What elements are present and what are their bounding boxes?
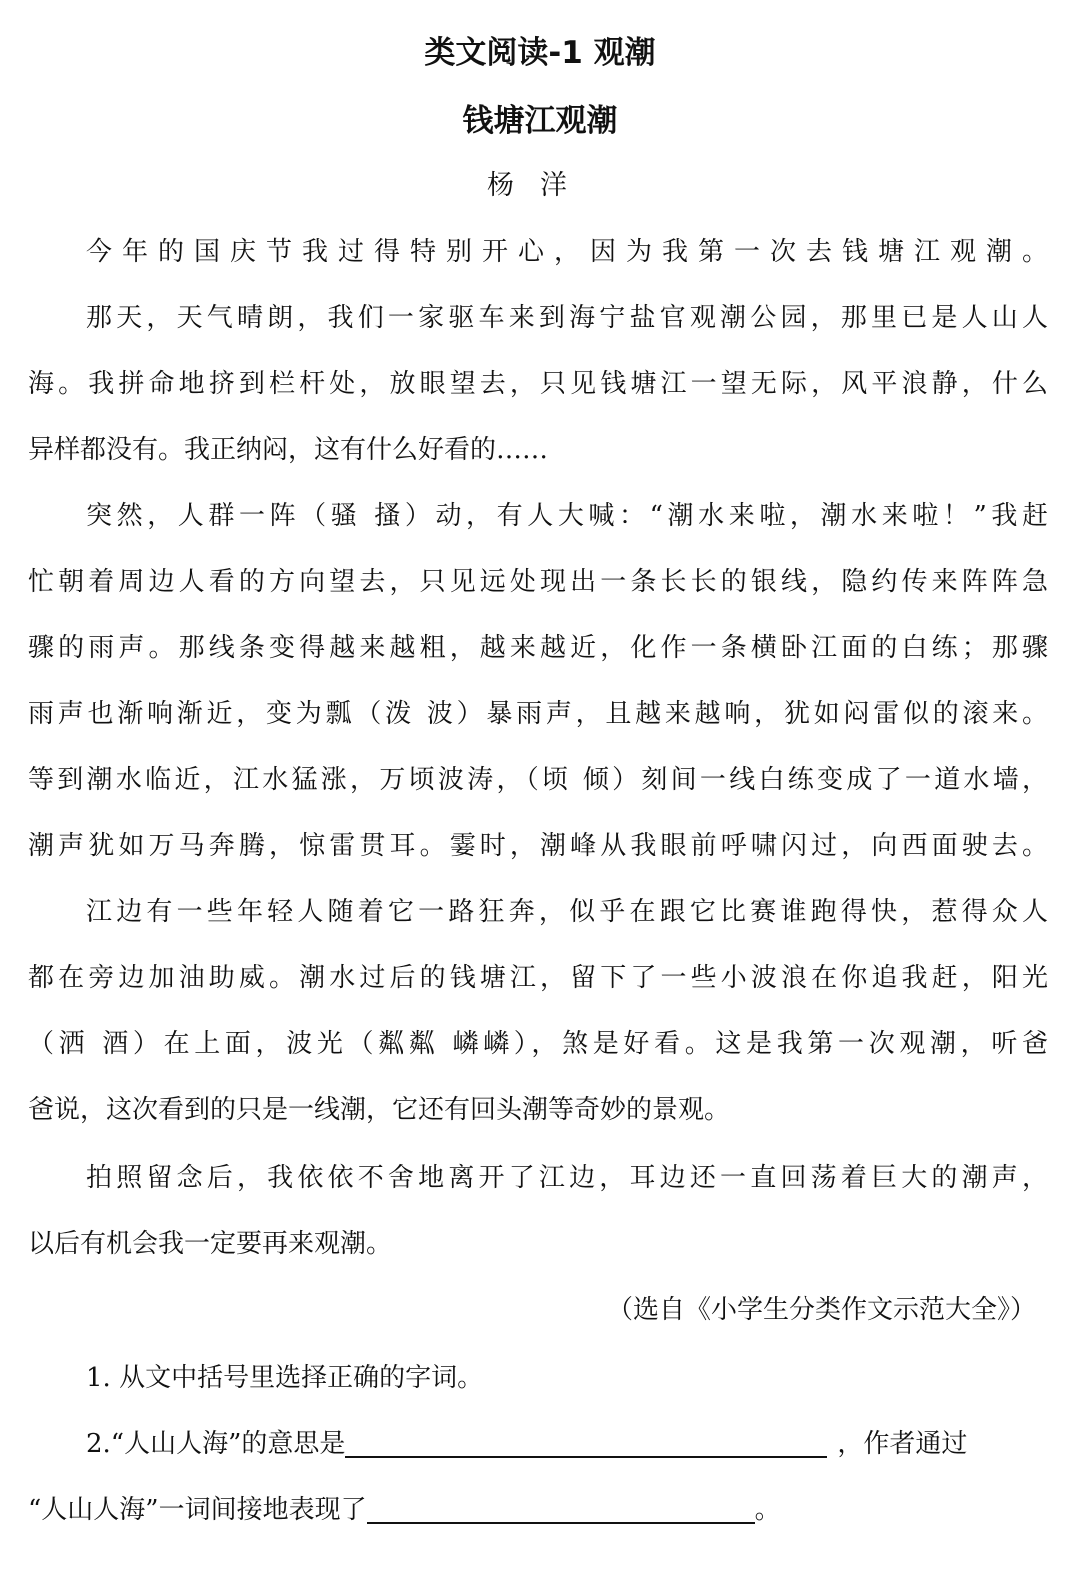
article-line: 拍照留念后，我依依不舍地离开了江边，耳边还一直回荡着巨大的潮声， [86, 1163, 1048, 1193]
article-line: 突然，人群一阵（骚 搔）动，有人大喊：“潮水来啦，潮水来啦！”我赶 [86, 501, 1048, 531]
answer-blank-1[interactable] [345, 1426, 827, 1458]
article-line: 潮声犹如万马奔腾，惊雷贯耳。霎时，潮峰从我眼前呼啸闪过，向西面驶去。 [28, 831, 1048, 861]
article-line: 雨声也渐响渐近，变为瓢（泼 波）暴雨声，且越来越响，犹如闷雷似的滚来。 [28, 699, 1049, 729]
article-line: 都在旁边加油助威。潮水过后的钱塘江，留下了一些小波浪在你追我赶，阳光 [28, 963, 1048, 993]
article-title: 钱塘江观潮 [462, 103, 618, 139]
question-2-text-b: ，作者通过 [837, 1429, 968, 1459]
question-2-line-2 [28, 1490, 1048, 1530]
article-line: 江边有一些年轻人随着它一路狂奔，似乎在跟它比赛谁跑得快，惹得众人 [86, 897, 1048, 927]
answer-blank-2[interactable] [367, 1492, 755, 1524]
question-2-text-d: 。 [754, 1495, 781, 1525]
article-line: 那天，天气晴朗，我们一家驱车来到海宁盐官观潮公园，那里已是人山人 [86, 303, 1048, 333]
worksheet-title: 类文阅读-1 观潮 [424, 35, 656, 71]
article-line: 海。我拼命地挤到栏杆处，放眼望去，只见钱塘江一望无际，风平浪静，什么 [28, 369, 1048, 399]
article-line: 今年的国庆节我过得特别开心，因为我第一次去钱塘江观潮。 [86, 237, 1048, 267]
article-line: 骤的雨声。那线条变得越来越粗，越来越近，化作一条横卧江面的白练；那骤 [28, 633, 1048, 663]
article-line: 异样都没有。我正纳闷，这有什么好看的…… [28, 435, 549, 465]
article-line: 以后有机会我一定要再来观潮。 [28, 1229, 393, 1259]
question-2-text-c: “人山人海”一词间接地表现了 [28, 1495, 367, 1525]
article-line: 爸说，这次看到的只是一线潮，它还有回头潮等奇妙的景观。 [28, 1095, 731, 1125]
question-2-text-a: 2.“人山人海”的意思是 [86, 1429, 346, 1459]
article-source: （选自《小学生分类作文示范大全》） [606, 1295, 1036, 1325]
article-author: 杨洋 [487, 170, 593, 201]
article-line: （洒 酒）在上面，波光（粼粼 嶙嶙），煞是好看。这是我第一次观潮，听爸 [28, 1029, 1048, 1059]
question-2-line-1 [86, 1424, 1048, 1464]
article-line: 等到潮水临近，江水猛涨，万顷波涛，（顷 倾）刻间一线白练变成了一道水墙， [28, 765, 1048, 795]
question-1: 1. 从文中括号里选择正确的字词。 [86, 1363, 484, 1393]
article-line: 忙朝着周边人看的方向望去，只见远处现出一条长长的银线，隐约传来阵阵急 [28, 567, 1048, 597]
